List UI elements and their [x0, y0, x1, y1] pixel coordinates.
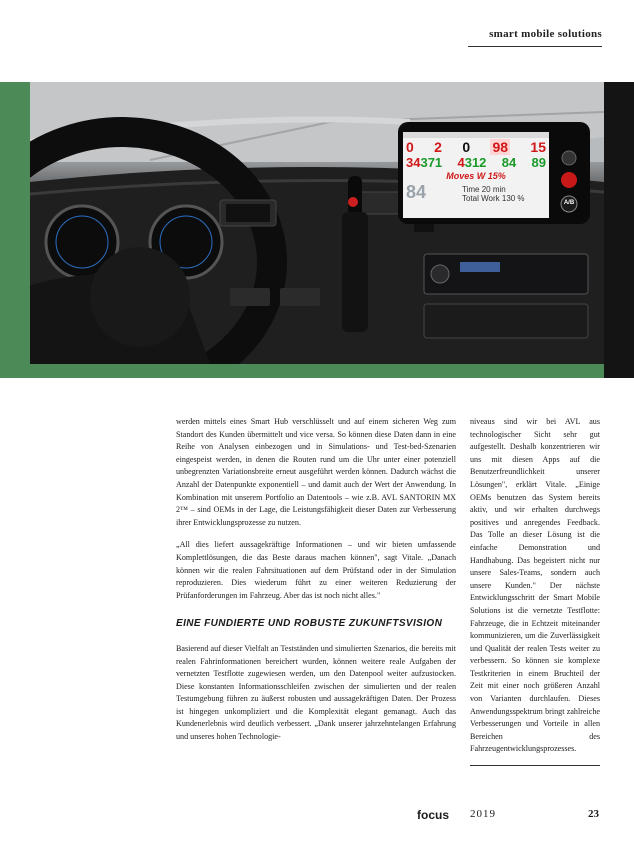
screen-field-6: 34: [406, 155, 421, 170]
screen-field-11: 89: [531, 155, 546, 170]
dark-band: [604, 82, 634, 378]
article-left-column: [176, 416, 456, 754]
paragraph-1: werden mittels eines Smart Hub verschlüsselt und auf einem sicheren Weg zum Standort des Kunden übermittelt und vice versa. So können diese Daten dann in eine Reihe von Analysen einbezogen und in Simulations- und Test-bed-Szenarien eingespeist werden, in denen die Routen rund um die Uhr unter einer potenziell unbegrenzten Variationsbreite erneut ausgeführt werden können. Dadurch wächst die Anzahl der Datenpunkte exponentiell – und damit auch der Wert der Anwendung. In Kombination mit unserem Portfolio an Datentools – wie z.B. AVL SANTORIN MX 2™ – sind OEMs in der Lage, die Leistungsfähigkeit dieser Daten zur Verbesserung ihrer Entwicklungsprozesse zu nutzen.: [176, 417, 456, 527]
screen-banner: Moves W 15%: [446, 171, 506, 181]
screen-field-1: 0: [406, 139, 414, 155]
screen-field-7: 371: [420, 155, 443, 170]
header-rule: [468, 46, 602, 47]
footer-logo: focus: [417, 808, 450, 822]
screen-field-5: 15: [530, 139, 546, 155]
page-number: 23: [588, 808, 599, 820]
screen-field-9: 312: [464, 155, 487, 170]
footer-year: 2019: [470, 808, 496, 820]
truck-cockpit-photo: [30, 82, 604, 364]
paragraph-3: Basierend auf dieser Vielfalt an Testständen und simulierten Szenarios, die bereits mit realen Fahrinformationen bereichert wurden, können weitere reale Aufgaben der vernetzten Testflotte zugewiesen werden, um den Datenpool weiter aufzustocken. Diese konstanten Informationsschleifen zwischen der simulierten und der realen Testumgebung führen zu äußerst robusten und aussagekräftigen Daten. Der Prozess ist hingegen unkompliziert und die Komplexität elegant gemanagt. Auch das Kundenerlebnis wird deutlich verbessert. „Dank unserer jahrzehntelangen Erfahrung und unseres hohen Technologie-: [176, 643, 456, 742]
paragraph-2: „All dies liefert aussagekräftige Informationen – und wir bieten umfassende Komplettlösungen, die das Beste daraus machen können", sagt Vitale. „Danach können wir die realen Fahrsituationen auf dem Prüfstand oder in der Simulation reproduzieren. Dies wiederum führt zu einer weiteren Reduzierung der Prüfanforderungen im Fahrzeug. Aber das ist noch nicht alles.": [176, 540, 456, 600]
section-heading: EINE FUNDIERTE UND ROBUSTE ZUKUNFTSVISION: [176, 618, 443, 630]
right-column-end-rule: [470, 765, 600, 766]
screen-big-value: 84: [406, 182, 427, 202]
screen-field-4: 98: [492, 139, 509, 155]
screen-total-work: Total Work 130 %: [462, 194, 525, 203]
article-right-column: [470, 416, 600, 756]
screen-field-2: 2: [434, 139, 442, 155]
screen-time-text: Time 20 min: [462, 185, 506, 194]
screen-field-3: 0: [462, 139, 471, 155]
screen-field-8: 4: [457, 155, 465, 170]
running-head: smart mobile solutions: [489, 28, 602, 40]
screen-field-10: 84: [501, 155, 517, 170]
photo-band: [0, 82, 634, 378]
ab-button: A/B: [563, 200, 575, 206]
phone-screen: [403, 138, 549, 218]
paragraph-right: niveaus sind wir bei AVL aus technologischer Sicht sehr gut aufgestellt. Deshalb konzentrieren wir uns mit diesen Apps auf die Benutzerfreundlichkeit unserer Lösungen", erklärt Vitale. „Einige OEMs benutzen das System bereits aktiv, und wir erhalten durchwegs positives und anregendes Feedback. Das Tolle an dieser Lösung ist die einfache Demonstration und Handhabung. Das begeistert nicht nur unsere Sales-Teams, sondern auch unsere Kunden." Der nächste Entwicklungsschritt der Smart Mobile Solutions ist die vernetzte Testflotte: Fahrzeuge, die in Echtzeit miteinander kommunizieren, um die Zuverlässigkeit und Qualität der realen Tests weiter zu verbessern. So können sie komplexe Testkriterien in einem Bruchteil der Zeit mit einer noch größeren Anzahl von Varianten durchlaufen. Dieses Anwendungsspektrum bringt zahlreiche Verbesserungen und Vorteile in allen Bereichen des Fahrzeugentwicklungsprozesses.: [470, 417, 600, 754]
